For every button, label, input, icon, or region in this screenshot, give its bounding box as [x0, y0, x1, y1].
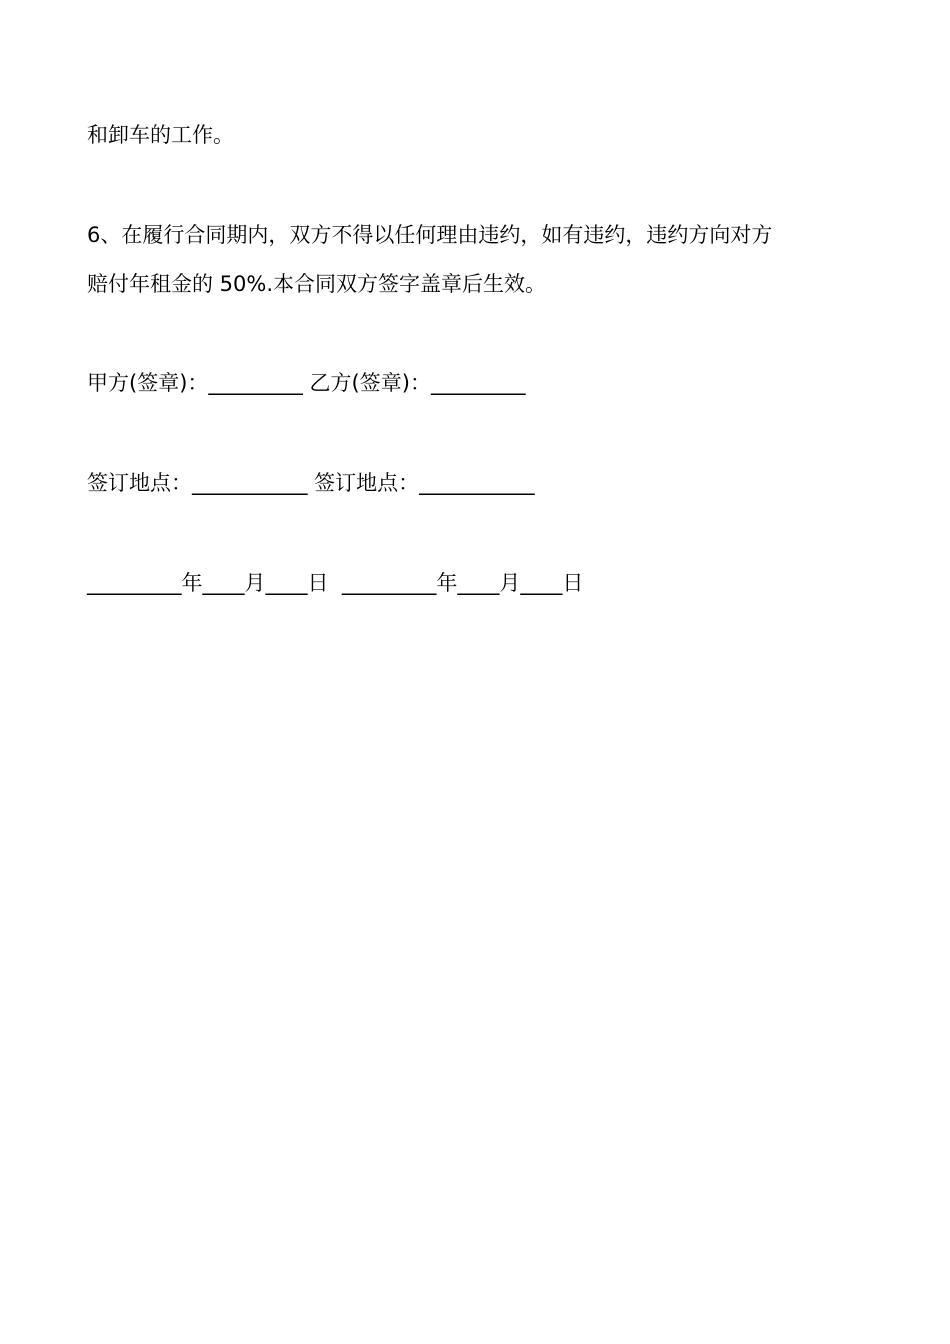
clause-6-line-1: 6、在履行合同期内，双方不得以任何理由违约，如有违约，违约方向对方	[87, 223, 773, 247]
paragraph-line: 和卸车的工作。	[87, 123, 234, 147]
date-line: _________年____月____日 _________年____月____日	[87, 571, 584, 595]
signing-location-line: 签订地点：___________ 签订地点：___________	[87, 471, 535, 495]
clause-6-line-2: 赔付年租金的 50%.本合同双方签字盖章后生效。	[87, 272, 547, 296]
signature-line: 甲方(签章)：_________ 乙方(签章)：_________	[87, 371, 526, 395]
